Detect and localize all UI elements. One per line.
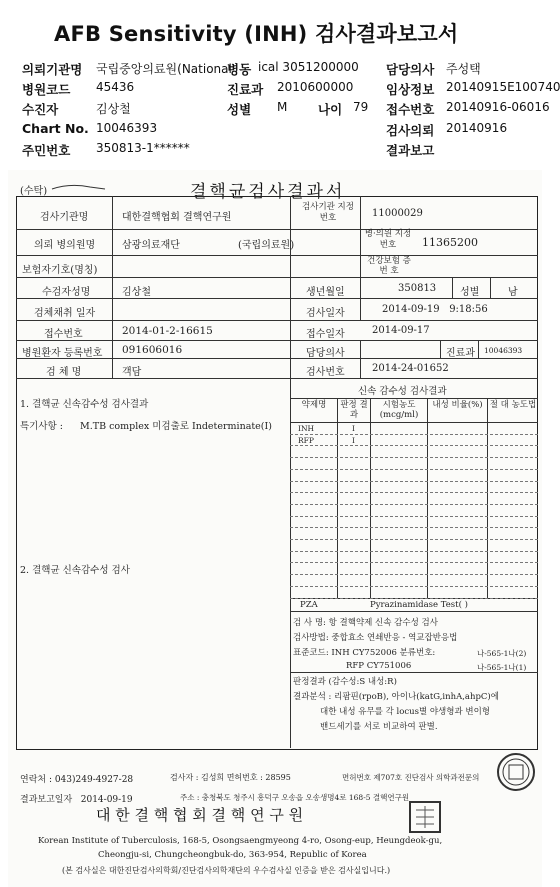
table-header-cell: 내성 비율(%)	[432, 400, 483, 410]
insurance-sub-label: 건강보험 증 번 호	[367, 256, 411, 276]
table-row-divider	[290, 445, 538, 446]
report-title: AFB Sensitivity (INH) 검사결과보고서	[54, 22, 459, 46]
method-line-1: 검 사 명: 항 결핵약제 신속 감수성 검사	[293, 618, 438, 628]
value-attending-doctor: 주성택	[446, 62, 481, 76]
dept-label: 진료과	[446, 348, 475, 359]
label-age: 나이	[318, 102, 343, 117]
table-cell-result: I	[352, 435, 355, 445]
patient-label: 수검자성명	[42, 287, 91, 298]
footer-report-date: 결과보고일자 2014-09-19	[20, 795, 133, 805]
form-corner-mark: (수탁)	[20, 186, 48, 197]
table-header-cell: 절 대 농도법	[489, 400, 537, 410]
round-seal-icon	[496, 752, 536, 792]
accept-label: 접수번호	[44, 329, 83, 340]
table-row-divider	[290, 457, 538, 458]
doctor-label: 담당의사	[306, 348, 345, 359]
inst-code-label: 검사기관 지정번호	[302, 202, 354, 223]
req-sub: (국립의료원)	[238, 240, 295, 251]
table-row-divider	[290, 434, 538, 435]
footer-address-en-2: Cheongju-si, Chungcheongbuk-do, 363-954, Republic of Korea	[98, 850, 367, 860]
table-row-divider	[290, 504, 538, 505]
testno-label: 검사번호	[306, 367, 345, 378]
pza-label: PZA	[300, 600, 318, 610]
table-row-divider	[290, 586, 538, 587]
value-age: 79	[353, 100, 369, 114]
req-value: 삼광의료재단	[122, 240, 180, 251]
table-row-divider	[290, 492, 538, 493]
analysis-line-2: 대한 내성 유무를 각 locus별 야생형과 변이형	[320, 707, 491, 717]
testdate-value: 2014-09-19 9:18:56	[382, 304, 488, 315]
footer-license: 면허번호 제707호 진단검사 의학과전문의	[342, 773, 480, 782]
footer-phone: 연락처 : 043)249-4927-28	[20, 775, 134, 785]
analysis-line-3: 밴드세기를 서로 비교하여 판별.	[320, 722, 438, 732]
specimen-value: 객담	[122, 367, 142, 378]
value-chart-no: 10046393	[96, 121, 158, 135]
dept-value: 10046393	[484, 346, 523, 355]
inst-code-value: 11000029	[372, 208, 423, 219]
sex-label: 성별	[460, 287, 480, 298]
table-header-cell: 판정 결과	[340, 400, 368, 420]
label-result-report: 결과보고	[386, 143, 435, 158]
collect-label: 검체채취 일자	[34, 308, 96, 319]
value-test-request: 20140916	[446, 121, 508, 135]
acceptdate-label: 접수일자	[306, 329, 345, 340]
value-sex: M	[277, 100, 288, 114]
specimen-label: 검 체 명	[46, 367, 82, 378]
class-code-1: 나-565-1나(2)	[477, 649, 527, 658]
patient-value: 김상철	[122, 287, 151, 298]
reg-label: 병원환자 등록번호	[22, 348, 103, 359]
analysis-line-1: 결과분석 : 리팜핀(rpoB), 아이나(katG,inhA,ahpC)에	[293, 692, 499, 702]
label-test-request: 검사의뢰	[386, 123, 435, 138]
reg-value: 091606016	[122, 344, 183, 356]
table-row-divider	[290, 551, 538, 552]
value-resident-number: 350813-1******	[96, 141, 190, 155]
table-row-divider	[290, 598, 538, 599]
testno-value: 2014-24-01652	[372, 363, 449, 374]
label-department: 진료과	[227, 82, 264, 97]
table-row-divider	[290, 562, 538, 563]
table-row-divider	[290, 539, 538, 540]
form-table	[16, 196, 538, 750]
method-line-4: RFP CY751006	[346, 661, 412, 671]
section1-title: 1. 결핵균 신속감수성 검사결과	[20, 399, 149, 410]
table-row-divider	[290, 469, 538, 470]
class-code-2: 나-565-1나(1)	[477, 663, 527, 672]
insurance-label: 보험자기호(명칭)	[22, 265, 98, 276]
table-header-cell: 시험농도 (mcg/ml)	[379, 400, 419, 420]
inst-label: 검사기관명	[40, 212, 89, 223]
pza-value: Pyrazinamidase Test( )	[370, 600, 468, 610]
footer-org-name: 대 한 결 핵 협 회 결 핵 연 구 원	[96, 806, 304, 824]
label-patient: 수진자	[22, 102, 59, 117]
value-accession-number: 20140916-06016	[446, 100, 550, 114]
table-row-divider	[290, 527, 538, 528]
testdate-label: 검사일자	[306, 308, 345, 319]
label-chart-no: Chart No.	[22, 121, 89, 136]
table-cell-drug: RFP	[298, 435, 314, 445]
special-value: M.TB complex 미검출로 Indeterminate(I)	[80, 421, 272, 432]
value-ward: ical 3051200000	[258, 60, 359, 74]
value-hospital-code: 45436	[96, 80, 135, 94]
method-line-2: 검사방법: 중합효소 연쇄반응 - 역교잡반응법	[293, 633, 458, 643]
footer-examiner: 검사자 : 김성희 면허번호 : 28595	[170, 773, 291, 782]
rapid-title: 신속 감수성 검사결과	[358, 386, 447, 397]
accept-value: 2014-01-2-16615	[122, 325, 213, 337]
label-attending-doctor: 담당의사	[386, 62, 435, 77]
footer-address-kr: 주소 : 충청북도 청주시 흥덕구 오송읍 오송생명4로 168-5 결핵연구원	[180, 793, 410, 802]
sex-value: 남	[508, 287, 518, 298]
value-clinical-info: 20140915E100740	[446, 80, 560, 94]
label-requesting-institution: 의뢰기관명	[22, 62, 83, 77]
table-row-divider	[290, 516, 538, 517]
table-header-cell: 약제명	[301, 400, 327, 410]
dob-label: 생년월일	[306, 287, 345, 298]
acceptdate-value: 2014-09-17	[372, 325, 430, 336]
label-hospital-code: 병원코드	[22, 82, 71, 97]
label-ward: 병동	[227, 62, 252, 77]
req-label: 의뢰 병의원명	[34, 240, 96, 251]
label-clinical-info: 임상정보	[386, 82, 435, 97]
square-seal-icon	[408, 800, 442, 834]
label-resident-number: 주민번호	[22, 143, 71, 158]
inst-value: 대한결핵협회 결핵연구원	[122, 212, 232, 223]
label-accession-number: 접수번호	[386, 102, 435, 117]
special-label: 특기사항 :	[20, 421, 63, 432]
table-row-divider	[290, 574, 538, 575]
value-department: 2010600000	[277, 80, 354, 94]
value-patient: 김상철	[96, 102, 131, 116]
form-title: 결핵균검사결과서	[190, 182, 346, 202]
req-code-value: 11365200	[422, 236, 478, 249]
table-cell-result: I	[352, 424, 355, 433]
req-code-label: 병·의원 지정번호	[364, 229, 412, 250]
method-line-3: 표준코드: INH CY752006 분류번호:	[293, 648, 436, 658]
value-requesting-institution: 국립중앙의료원(National	[96, 62, 232, 76]
footer-note: (본 검사실은 대한진단검사의학회/진단검사의학재단의 우수검사실 인증을 받은 검사실입니다.)	[62, 866, 391, 875]
footer-address-en-1: Korean Institute of Tuberculosis, 168-5, Osongsaengmyeong 4-ro, Osong-eup, Heungdeok-gu,	[38, 836, 443, 846]
label-sex: 성별	[227, 102, 252, 117]
dob-value: 350813	[398, 283, 437, 294]
judge-line: 판정결과 (감수성:S 내성:R)	[293, 677, 397, 687]
table-cell-drug: INH	[298, 424, 315, 433]
handwritten-mark	[50, 181, 110, 193]
table-row-divider	[290, 481, 538, 482]
section2-title: 2. 결핵균 신속감수성 검사	[20, 565, 130, 576]
